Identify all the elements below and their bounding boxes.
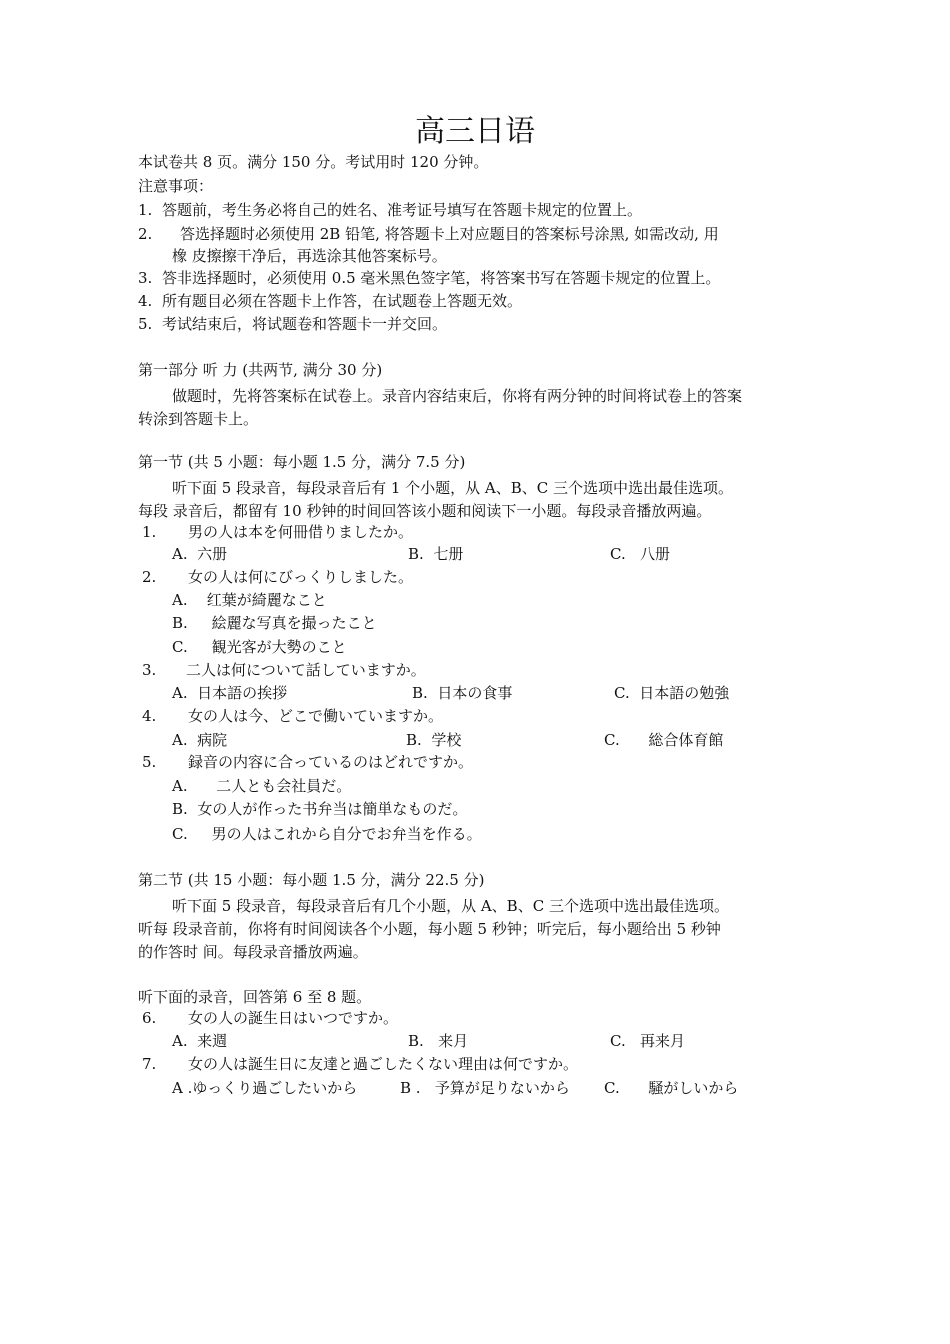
part1-heading: 第一部分 听 力 (共两节, 满分 30 分) (138, 361, 383, 379)
notice-item-1-num: 1. (138, 201, 153, 219)
notice-item-2-cont: 橡 皮擦擦干净后，再选涂其他答案标号。 (172, 247, 447, 265)
question-3-num: 3. (142, 661, 157, 679)
question-1-option-c: C. 八册 (610, 545, 671, 563)
question-4-option-c: C. 総合体育館 (604, 731, 724, 749)
question-4-text: 女の人は今、どこで働いていますか。 (188, 707, 444, 725)
section2-instruction-3: 的作答时 间。每段录音播放两遍。 (138, 943, 368, 961)
page-title: 高三日语 (415, 114, 535, 149)
notice-item-2: 答选择题时必须使用 2B 铅笔, 将答题卡上对应题目的答案标号涂黑, 如需改动, 用 (180, 225, 719, 243)
intro-line: 本试卷共 8 页。满分 150 分。考试用时 120 分钟。 (138, 153, 489, 171)
question-5-option-a: A. 二人とも会社員だ。 (172, 777, 352, 795)
notice-item-4: 所有题目必须在答题卡上作答，在试题卷上答题无效。 (162, 292, 523, 310)
question-7-option-b: B . 予算が足りないから (400, 1079, 570, 1097)
section2-heading: 第二节 (共 15 小题：每小题 1.5 分，满分 22.5 分) (138, 871, 485, 889)
question-2-option-a: A. 红葉が綺麗なこと (172, 591, 327, 609)
notice-item-3-num: 3. (138, 269, 153, 287)
question-3-option-c: C. 日本語の勉強 (614, 684, 730, 702)
notice-item-4-num: 4. (138, 292, 153, 310)
question-6-option-c: C. 再来月 (610, 1032, 686, 1050)
section2-instruction-1: 听下面 5 段录音，每段录音后有几个小题，从 A、B、C 三个选项中选出最佳选项。 (172, 897, 729, 915)
section2-instruction-2: 听每 段录音前，你将有时间阅读各个小题，每小题 5 秒钟；听完后，每小题给出 5 秒钟 (138, 920, 721, 938)
question-4-option-a: A. 病院 (172, 731, 228, 749)
question-1-option-b: B. 七册 (408, 545, 464, 563)
question-3-option-a: A. 日本語の挨拶 (172, 684, 288, 702)
question-7-text: 女の人は誕生日に友達と過ごしたくない理由は何ですか。 (188, 1055, 579, 1073)
question-4-num: 4. (142, 707, 157, 725)
question-5-option-b: B. 女の人が作った书弁当は簡単なものだ。 (172, 800, 468, 818)
question-7-option-c: C. 騒がしいから (604, 1079, 739, 1097)
section1-instruction-1: 听下面 5 段录音，每段录音后有 1 个小题，从 A、B、C 三个选项中选出最佳选项。 (172, 479, 734, 497)
question-6-num: 6. (142, 1009, 157, 1027)
question-2-text: 女の人は何にびっくりしました。 (188, 568, 414, 586)
question-1-text: 男の人は本を何冊借りましたか。 (188, 523, 414, 541)
notice-item-5: 考试结束后，将试题卷和答题卡一并交回。 (162, 315, 448, 333)
notice-item-5-num: 5. (138, 315, 153, 333)
question-6-text: 女の人の誕生日はいつですか。 (188, 1009, 399, 1027)
question-6-option-b: B. 来月 (408, 1032, 469, 1050)
question-6-option-a: A. 来週 (172, 1032, 228, 1050)
section1-heading: 第一节 (共 5 小题：每小题 1.5 分，满分 7.5 分) (138, 453, 466, 471)
question-4-option-b: B. 学校 (406, 731, 462, 749)
question-7-option-a: A .ゆっくり過ごしたいから (172, 1079, 358, 1097)
question-1-num: 1. (142, 523, 157, 541)
question-3-option-b: B. 日本の食事 (412, 684, 513, 702)
question-5-num: 5. (142, 753, 157, 771)
part1-instruction-1: 做题时，先将答案标在试卷上。录音内容结束后，你将有两分钟的时间将试卷上的答案 (172, 387, 743, 405)
notice-item-1: 答题前，考生务必将自己的姓名、准考证号填写在答题卡规定的位置上。 (162, 201, 643, 219)
question-5-option-c: C. 男の人はこれから自分でお弁当を作る。 (172, 825, 482, 843)
question-7-num: 7. (142, 1055, 157, 1073)
section1-instruction-2: 每段 录音后，都留有 10 秒钟的时间回答该小题和阅读下一小题。每段录音播放两遍。 (138, 502, 712, 520)
notice-heading: 注意事项： (138, 177, 214, 195)
part1-instruction-2: 转涂到答题卡上。 (138, 410, 259, 428)
question-2-option-b: B. 絵麗な写真を撮ったこと (172, 614, 377, 632)
question-1-option-a: A. 六册 (172, 545, 228, 563)
section2-sub-instruction: 听下面的录音，回答第 6 至 8 题。 (138, 988, 372, 1006)
question-2-num: 2. (142, 568, 157, 586)
notice-item-2-num: 2. (138, 225, 153, 243)
question-5-text: 録音の内容に合っているのはどれですか。 (188, 753, 474, 771)
question-3-text: 二人は何について話していますか。 (186, 661, 426, 679)
notice-item-3: 答非选择题时，必须使用 0.5 毫米黑色签字笔，将答案书写在答题卡规定的位置上。 (162, 269, 721, 287)
question-2-option-c: C. 観光客が大勢のこと (172, 638, 347, 656)
